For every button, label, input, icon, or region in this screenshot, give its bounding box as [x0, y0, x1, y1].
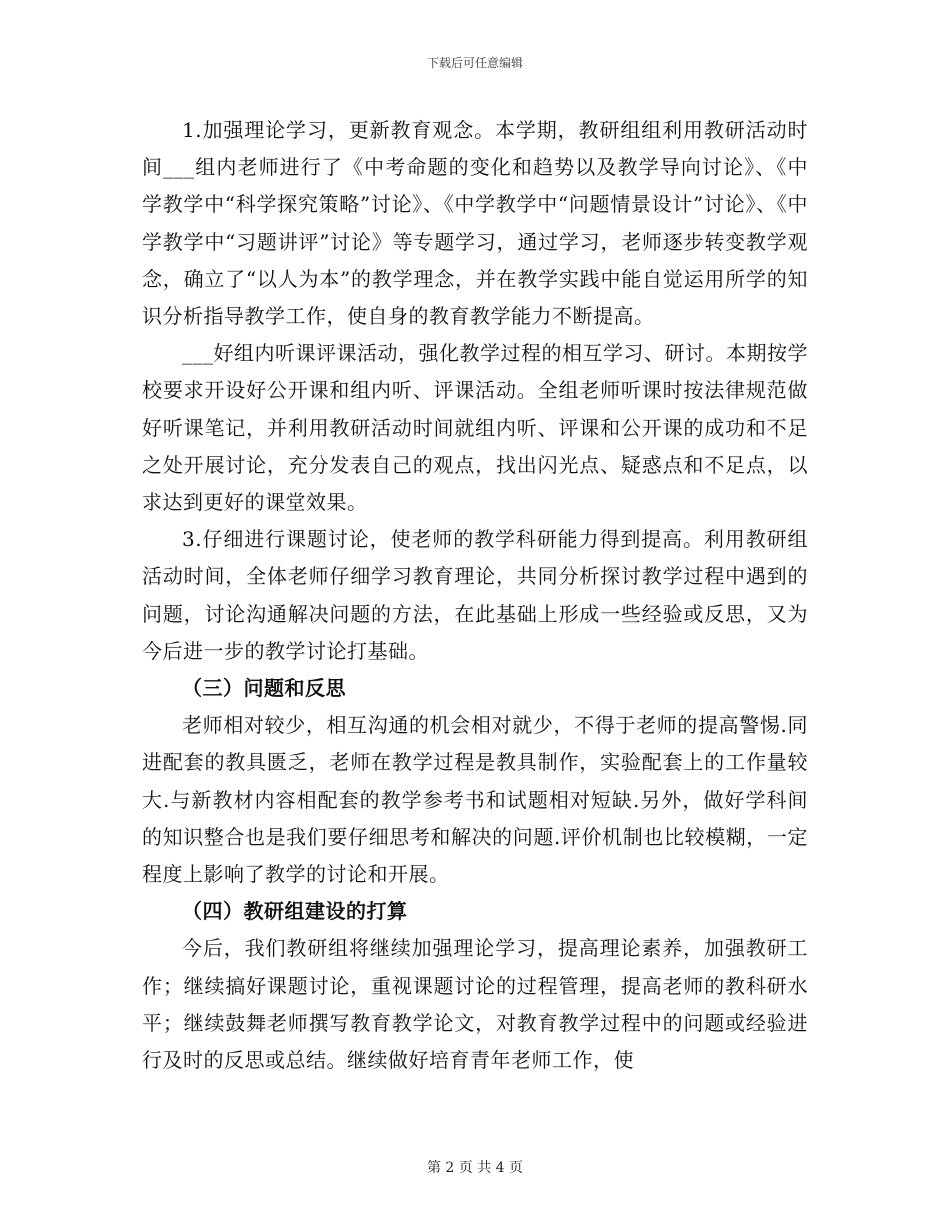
document-body	[142, 112, 808, 1079]
paragraph-2: ___好组内听课评课活动，强化教学过程的相互学习、研讨。本期按学校要求开设好公开课和组内听、评课活动。全组老师听课时按法律规范做好听课笔记，并利用教研活动时间就组内听、评课和公开课的成功和不足之处开展讨论，充分发表自己的观点，找出闪光点、疑惑点和不足点，以求达到更好的课堂效果。	[142, 341, 808, 515]
paragraph-4: 老师相对较少，相互沟通的机会相对就少，不得于老师的提高警惕.同进配套的教具匮乏，老师在教学过程是教具制作，实验配套上的工作量较大.与新教材内容相配套的教学参考书和试题相对短缺.另外，做好学科间的知识整合也是我们要仔细思考和解决的问题.评价机制也比较模糊，一定程度上影响了教学的讨论和开展。	[142, 713, 808, 887]
paragraph-3: 3.仔细进行课题讨论，使老师的教学科研能力得到提高。利用教研组活动时间，全体老师仔细学习教育理论，共同分析探讨教学过程中遇到的问题，讨论沟通解决问题的方法，在此基础上形成一些经验或反思，又为今后进一步的教学讨论打基础。	[142, 527, 808, 663]
paragraph-5: 今后，我们教研组将继续加强理论学习，提高理论素养，加强教研工作；继续搞好课题讨论，重视课题讨论的过程管理，提高老师的教科研水平；继续鼓舞老师撰写教育教学论文，对教育教学过程中的问题或经验进行及时的反思或总结。继续做好培育青年老师工作，使	[142, 936, 808, 1073]
page-footer: 第 2 页 共 4 页	[426, 1160, 524, 1176]
paragraph-1: 1.加强理论学习，更新教育观念。本学期，教研组组利用教研活动时间___组内老师进行了《中考命题的变化和趋势以及教学导向讨论》、《中学教学中“科学探究策略”讨论》、《中学教学中“问题情景设计”讨论》、《中学教学中“习题讲评”讨论》等专题学习，通过学习，老师逐步转变教学观念，确立了“以人为本”的教学理念，并在教学实践中能自觉运用所学的知识分析指导教学工作，使自身的教育教学能力不断提高。	[142, 118, 808, 329]
section-heading-3: （三）问题和反思	[182, 676, 346, 701]
section-heading-4: （四）教研组建设的打算	[182, 899, 408, 924]
page-header: 下载后可任意编辑	[426, 56, 523, 70]
